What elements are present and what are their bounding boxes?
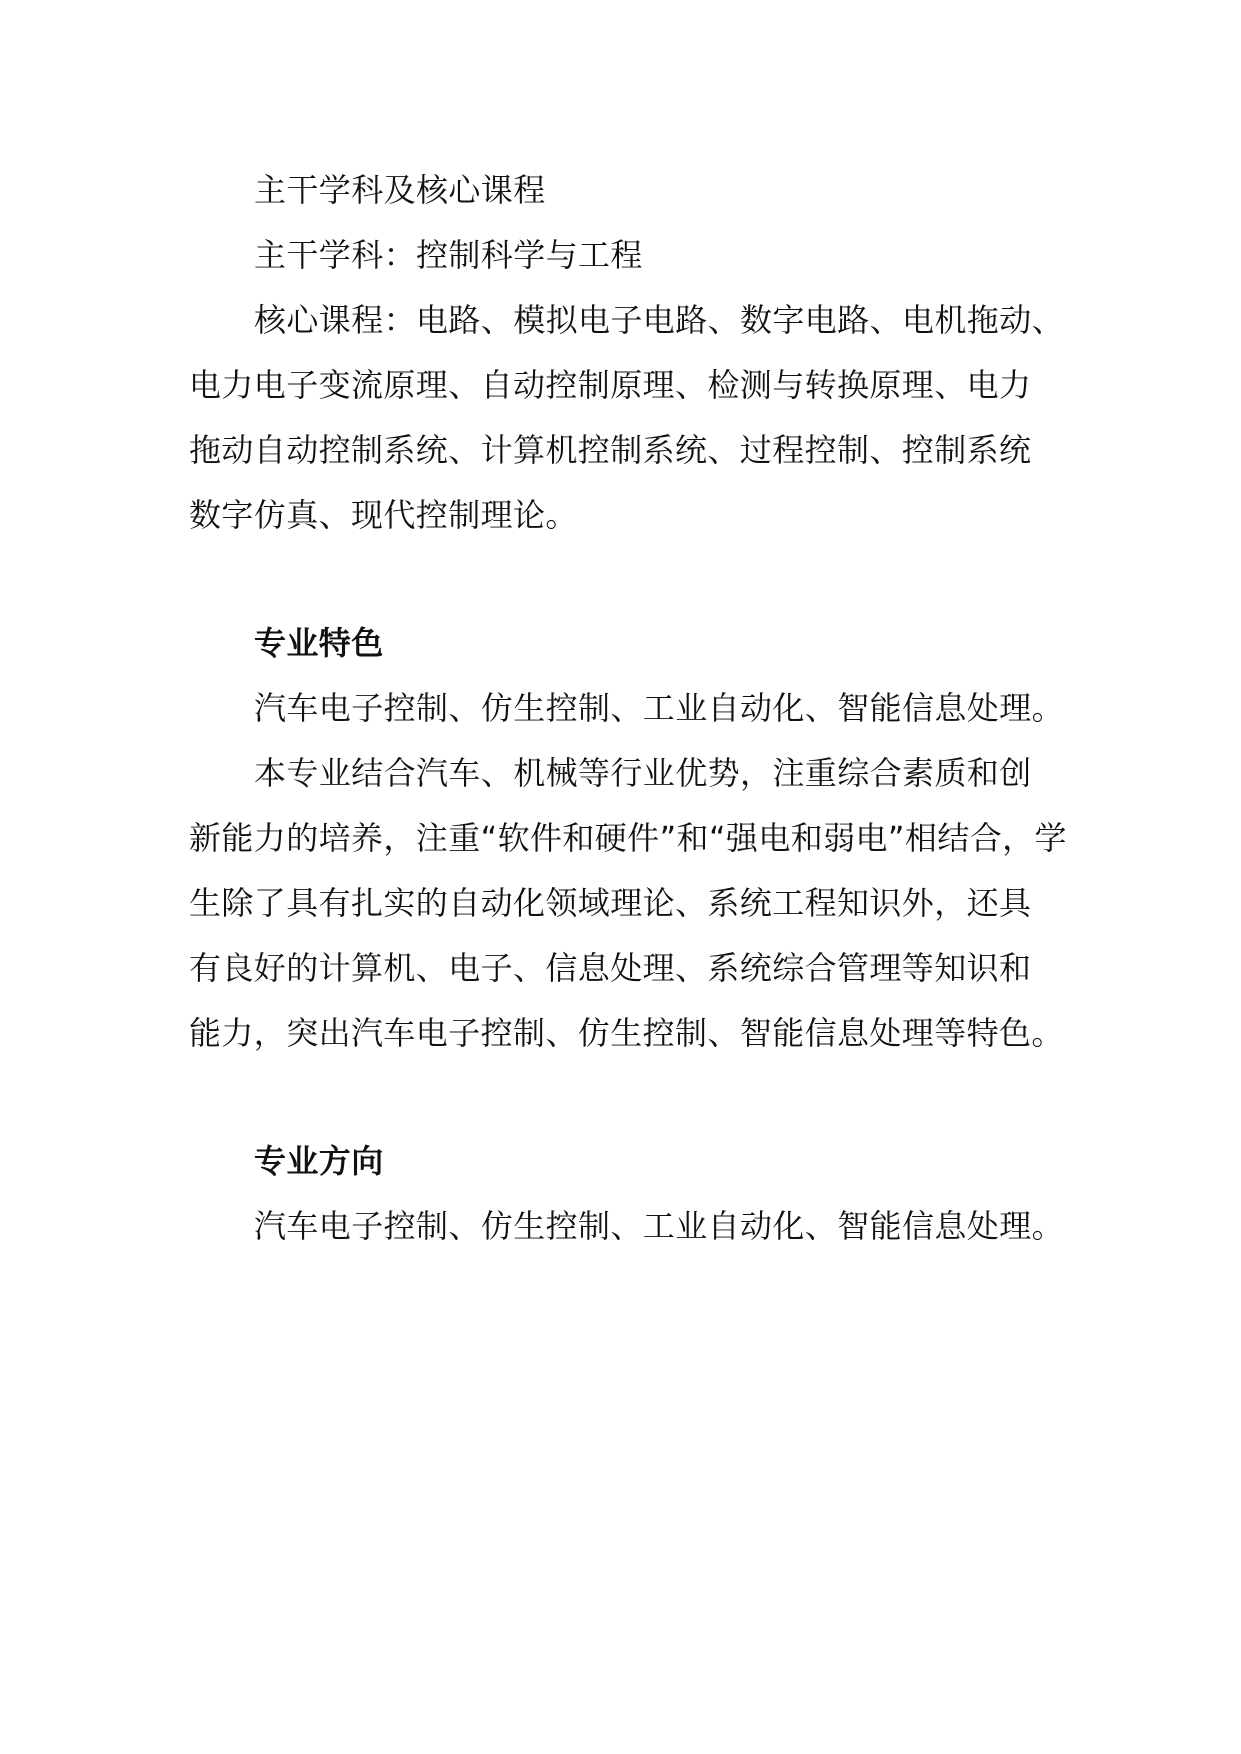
- features-summary: 汽车电子控制、仿生控制、工业自动化、智能信息处理。: [254, 689, 1065, 727]
- section-title-main-subjects: 主干学科及核心课程: [254, 171, 546, 209]
- core-courses-line: 数字仿真、现代控制理论。: [189, 496, 578, 534]
- features-description-line: 生除了具有扎实的自动化领域理论、系统工程知识外，还具: [189, 884, 1032, 922]
- heading-directions: 专业方向: [254, 1142, 384, 1180]
- features-description-line: 新能力的培养，注重“软件和硬件”和“强电和弱电”相结合，学: [189, 819, 1067, 857]
- features-description-line: 能力，突出汽车电子控制、仿生控制、智能信息处理等特色。: [189, 1014, 1064, 1052]
- features-description-line: 有良好的计算机、电子、信息处理、系统综合管理等知识和: [189, 949, 1032, 987]
- spacer: [189, 548, 1069, 611]
- core-courses-line: 拖动自动控制系统、计算机控制系统、过程控制、控制系统: [189, 431, 1032, 469]
- main-discipline-line: 主干学科：控制科学与工程: [254, 236, 643, 274]
- directions-summary: 汽车电子控制、仿生控制、工业自动化、智能信息处理。: [254, 1207, 1065, 1245]
- heading-features: 专业特色: [254, 624, 384, 662]
- features-description-line: 本专业结合汽车、机械等行业优势，注重综合素质和创: [254, 754, 1032, 792]
- document-body: [189, 158, 1069, 1259]
- core-courses-line: 核心课程：电路、模拟电子电路、数字电路、电机拖动、: [254, 301, 1065, 339]
- core-courses-line: 电力电子变流原理、自动控制原理、检测与转换原理、电力: [189, 366, 1032, 404]
- spacer: [189, 1066, 1069, 1129]
